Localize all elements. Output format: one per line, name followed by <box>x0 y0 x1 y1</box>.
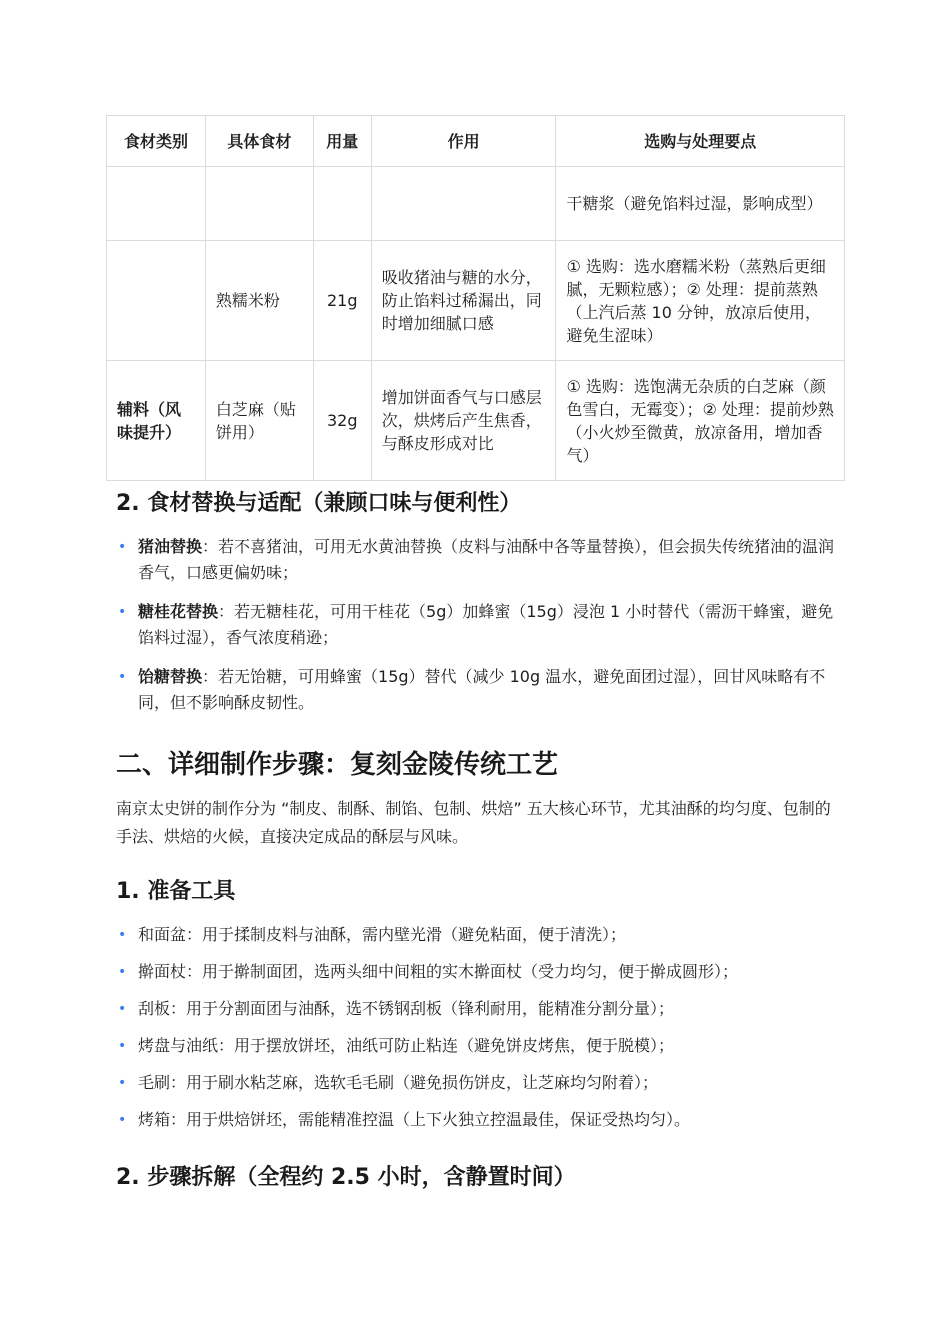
item-label: 猪油替换 <box>138 537 203 556</box>
bullet-icon: • <box>118 964 127 980</box>
header-function: 作用 <box>371 116 556 167</box>
bullet-icon: • <box>118 1038 127 1054</box>
list-item <box>116 922 836 948</box>
tools-heading: 1. 准备工具 <box>116 879 236 904</box>
item-label: 糖桂花替换 <box>138 602 219 621</box>
cell-amount <box>313 167 371 241</box>
list-item <box>116 1070 836 1096</box>
bullet-icon: • <box>118 604 127 620</box>
substitute-list <box>116 534 836 716</box>
table-row <box>107 361 845 481</box>
bullet-icon: • <box>118 1075 127 1091</box>
bullet-icon: • <box>118 927 127 943</box>
cell-category: 辅料（风味提升） <box>107 361 206 481</box>
bullet-icon: • <box>118 1112 127 1128</box>
table-row <box>107 241 845 361</box>
item-text: 擀面杖：用于擀制面团，选两头细中间粗的实木擀面杖（受力均匀，便于擀成圆形）； <box>138 962 739 981</box>
cell-function <box>371 167 556 241</box>
list-item <box>116 534 836 586</box>
bullet-icon: • <box>118 539 127 555</box>
cell-ingredient: 白芝麻（贴饼用） <box>205 361 313 481</box>
list-item <box>116 959 836 985</box>
tools-list <box>116 922 836 1133</box>
cell-amount: 21g <box>313 241 371 361</box>
header-category: 食材类别 <box>107 116 206 167</box>
bullet-icon: • <box>118 1001 127 1017</box>
cell-category <box>107 241 206 361</box>
header-amount: 用量 <box>313 116 371 167</box>
cell-ingredient: 熟糯米粉 <box>205 241 313 361</box>
header-ingredient: 具体食材 <box>205 116 313 167</box>
item-text: 和面盆：用于揉制皮料与油酥，需内壁光滑（避免粘面，便于清洗）； <box>138 925 627 944</box>
item-text: 毛刷：用于刷水粘芝麻，选软毛毛刷（避免损伤饼皮，让芝麻均匀附着）； <box>138 1073 659 1092</box>
item-label: 饴糖替换 <box>138 667 203 686</box>
item-text: 刮板：用于分割面团与油酥，选不锈钢刮板（锋利耐用，能精准分割分量）； <box>138 999 675 1018</box>
cell-ingredient <box>205 167 313 241</box>
item-text: ：若不喜猪油，可用无水黄油替换（皮料与油酥中各等量替换），但会损失传统猪油的温润香气，口感更偏奶味； <box>138 537 835 582</box>
steps-intro: 南京太史饼的制作分为 “制皮、制酥、制馅、包制、烘焙” 五大核心环节，尤其油酥的均匀度、包制的手法、烘焙的火候，直接决定成品的酥层与风味。 <box>116 799 831 846</box>
list-item <box>116 996 836 1022</box>
bullet-icon: • <box>118 669 127 685</box>
substitute-heading: 2. 食材替换与适配（兼顾口味与便利性） <box>116 491 522 516</box>
list-item <box>116 1107 836 1133</box>
cell-function: 吸收猪油与糖的水分，防止馅料过稀漏出，同时增加细腻口感 <box>371 241 556 361</box>
header-tips: 选购与处理要点 <box>556 116 845 167</box>
cell-function: 增加饼面香气与口感层次，烘烤后产生焦香，与酥皮形成对比 <box>371 361 556 481</box>
breakdown-heading: 2. 步骤拆解（全程约 2.5 小时，含静置时间） <box>116 1165 576 1190</box>
item-text: 烤盘与油纸：用于摆放饼坯，油纸可防止粘连（避免饼皮烤焦，便于脱模）； <box>138 1036 675 1055</box>
cell-tips: ① 选购：选饱满无杂质的白芝麻（颜色雪白，无霉变）；② 处理：提前炒熟（小火炒至微黄，放凉备用，增加香气） <box>556 361 845 481</box>
list-item <box>116 1033 836 1059</box>
cell-tips: 干糖浆（避免馅料过湿，影响成型） <box>556 167 845 241</box>
list-item <box>116 664 836 716</box>
item-text: 烤箱：用于烘焙饼坯，需能精准控温（上下火独立控温最佳，保证受热均匀）。 <box>138 1110 691 1129</box>
item-text: ：若无饴糖，可用蜂蜜（15g）替代（减少 10g 温水，避免面团过湿），回甘风味略有不同，但不影响酥皮韧性。 <box>138 667 826 712</box>
cell-amount: 32g <box>313 361 371 481</box>
cell-category <box>107 167 206 241</box>
steps-heading: 二、详细制作步骤：复刻金陵传统工艺 <box>116 750 559 780</box>
item-text: ：若无糖桂花，可用干桂花（5g）加蜂蜜（15g）浸泡 1 小时替代（需沥干蜂蜜，避免馅料过湿），香气浓度稍逊； <box>138 602 834 647</box>
ingredient-table <box>106 115 845 481</box>
table-row <box>107 167 845 241</box>
table-header-row <box>107 116 845 167</box>
list-item <box>116 599 836 651</box>
cell-tips: ① 选购：选水磨糯米粉（蒸熟后更细腻，无颗粒感）；② 处理：提前蒸熟（上汽后蒸 10 分钟，放凉后使用，避免生涩味） <box>556 241 845 361</box>
